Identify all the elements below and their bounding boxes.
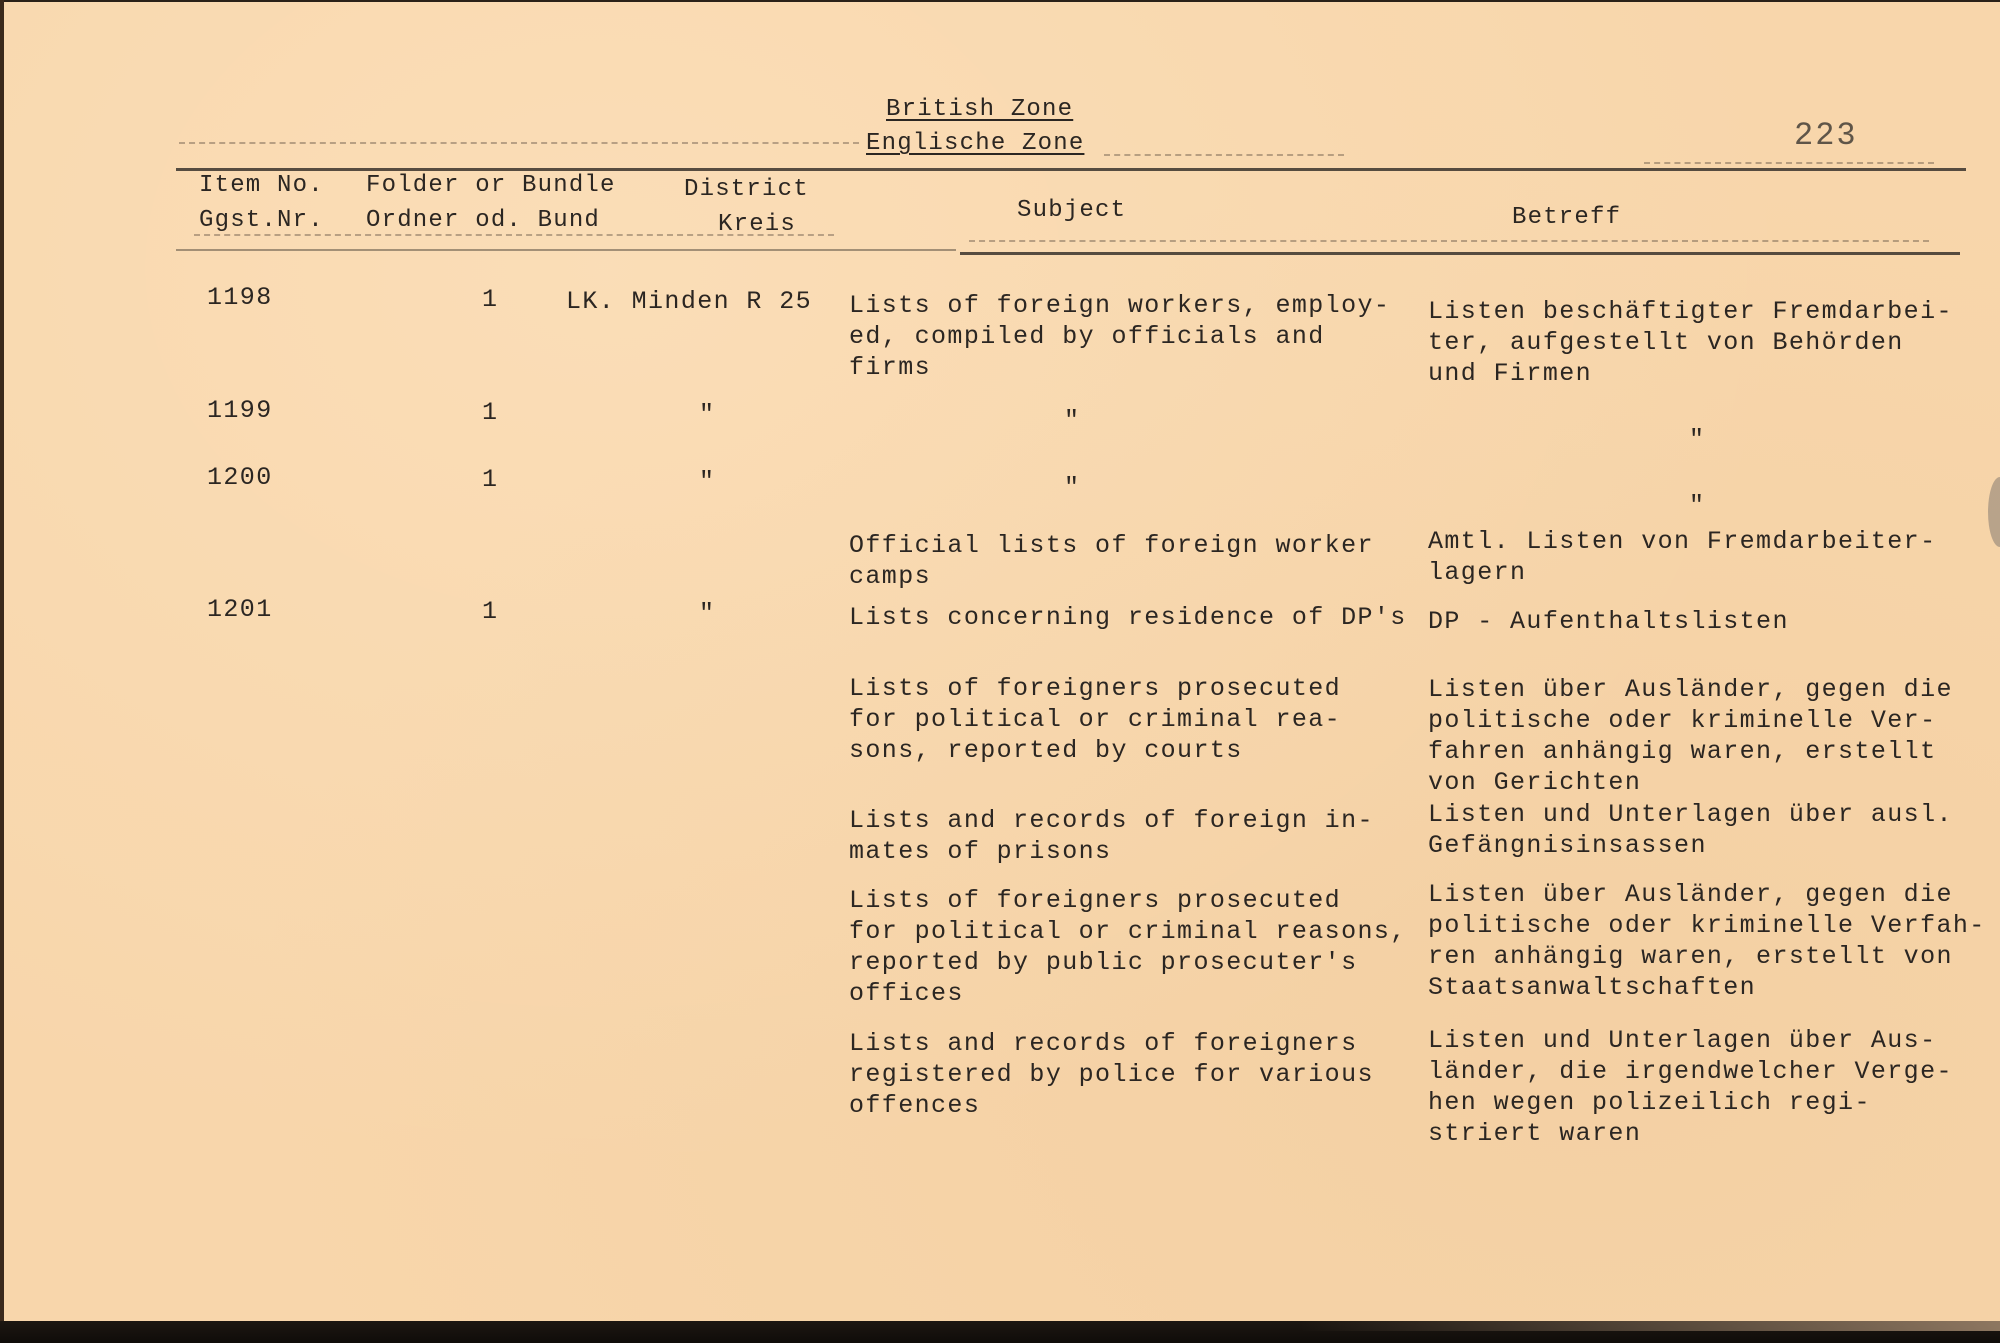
header-subject: Subject (1017, 197, 1127, 224)
subject-text: Official lists of foreign worker camps (849, 531, 1374, 591)
betreff-text: Listen und Unterlagen über Aus- länder, die irgendwelcher Verge- hen wegen polizeilich regi- striert waren (1428, 1026, 1953, 1148)
header-district-en: District (684, 176, 809, 203)
header-folder-en: Folder or Bundle (366, 172, 616, 199)
subject-text: Lists and records of foreigners registered by police for various offences (849, 1029, 1374, 1120)
document-page (4, 2, 2000, 1330)
item-number: 1199 (207, 396, 273, 425)
betreff-text: Listen über Ausländer, gegen die politische oder kriminelle Ver- fahren anhängig waren, erstellt von Gerichten (1428, 675, 1953, 797)
district-name: LK. Minden R 25 (566, 287, 813, 316)
subject-text: " (1064, 473, 1081, 502)
item-number: 1198 (207, 283, 273, 312)
leader-line (1104, 154, 1344, 156)
subject-text: Lists of foreigners prosecuted for political or criminal reasons, reported by public prosecuter's offices (849, 886, 1407, 1008)
header-dotted-line (969, 240, 1929, 242)
betreff-text: " (1689, 491, 1706, 520)
folder-count: 1 (482, 597, 499, 626)
betreff-text: " (1689, 425, 1706, 454)
betreff-text: Listen und Unterlagen über ausl. Gefängnisinsassen (1428, 800, 1953, 860)
folder-count: 1 (482, 398, 499, 427)
item-number: 1200 (207, 463, 273, 492)
betreff-text: Listen beschäftigter Fremdarbei- ter, aufgestellt von Behörden und Firmen (1428, 297, 1953, 388)
header-bottom-rule (960, 252, 1960, 255)
zone-title: British Zone (886, 96, 1074, 123)
header-betreff: Betreff (1512, 204, 1622, 231)
header-folder-de: Ordner od. Bund (366, 207, 601, 234)
folder-count: 1 (482, 285, 499, 314)
district-name: " (699, 467, 716, 496)
subject-text: Lists of foreigners prosecuted for political or criminal rea- sons, reported by courts (849, 674, 1342, 765)
header-bottom-rule (176, 249, 956, 251)
subject-text: Lists of foreign workers, employ- ed, compiled by officials and firms (849, 291, 1391, 382)
leader-line (1644, 162, 1934, 164)
header-district-de: Kreis (718, 211, 797, 238)
betreff-text: Amtl. Listen von Fremdarbeiter- lagern (1428, 527, 1937, 587)
district-name: " (699, 400, 716, 429)
subject-text: " (1064, 406, 1081, 435)
district-name: " (699, 599, 716, 628)
page-number: 223 (1794, 117, 1858, 154)
folder-count: 1 (482, 465, 499, 494)
page-edge-shadow (1988, 477, 2000, 547)
item-number: 1201 (207, 595, 273, 624)
betreff-text: Listen über Ausländer, gegen die politische oder kriminelle Verfah- ren anhängig waren, erstellt von Staatsanwaltschaften (1428, 880, 1986, 1002)
leader-line (179, 142, 859, 144)
header-dotted-line (194, 234, 834, 236)
zone-subtitle: Englische Zone (866, 130, 1085, 157)
scan-left-edge (0, 0, 4, 1343)
scan-bottom-edge (0, 1321, 2000, 1343)
subject-text: Lists concerning residence of DP's (849, 603, 1407, 632)
betreff-text: DP - Aufenthaltslisten (1428, 607, 1789, 636)
header-item-en: Item No. (199, 172, 324, 199)
header-item-de: Ggst.Nr. (199, 207, 324, 234)
subject-text: Lists and records of foreign in- mates of prisons (849, 806, 1374, 866)
